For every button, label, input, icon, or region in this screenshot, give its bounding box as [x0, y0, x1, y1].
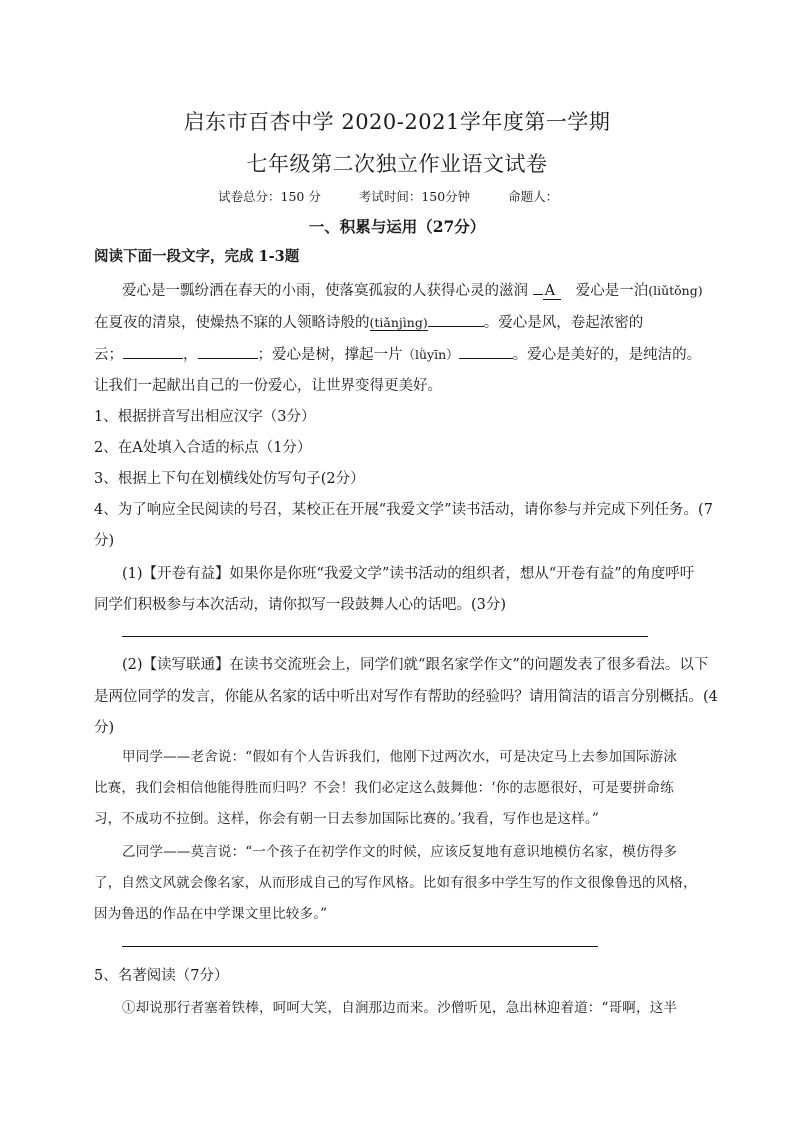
student-jia-quote: 甲同学——老舍说：“假如有个人告诉我们，他刚下过两次水，可是决定马上去参加国际游泳 [122, 749, 678, 765]
passage-line-3 [94, 343, 701, 364]
answer-blank[interactable] [123, 344, 183, 359]
passage-text: 爱心是一瓢纷洒在春天的小雨，使落寞孤寂的人获得心灵的滋润 [122, 283, 528, 299]
student-jia-quote-cont: 比赛，我们会相信他能得胜而归吗？不会！我们必定这么鼓舞他：‘你的志愿很好，可是要拼命练 [94, 780, 674, 796]
student-yi-quote-cont: 了，自然文风就会像名家，从而形成自己的写作风格。比如有很多中学生写的作文很像鲁迅的风格， [94, 875, 697, 891]
passage-line-1 [122, 279, 703, 300]
question-5: 5、名著阅读（7分） [94, 968, 229, 984]
question-4-2-cont: 是两位同学的发言，你能从名家的话中听出对写作有帮助的经验吗？请用简洁的语言分别概括。(4 [94, 689, 718, 705]
answer-line[interactable] [122, 636, 648, 637]
student-yi-quote: 乙同学——莫言说：“一个孩子在初学作文的时候，应该反复地有意识地模仿名家，模仿得多 [122, 844, 678, 860]
question-1: 1、根据拼音写出相应汉字（3分） [94, 409, 316, 425]
passage-text: 在夏夜的清泉，使燥热不寐的人领略诗般的 [94, 315, 370, 331]
passage-text: 。爱心是风，卷起浓密的 [483, 315, 644, 331]
pinyin-2: (tiǎnjìng) [369, 315, 428, 330]
question-3: 3、根据上下句在划横线处仿写句子(2分） [94, 471, 365, 487]
student-yi-quote-cont: 因为鲁迅的作品在中学课文里比较多。” [94, 906, 328, 922]
reading-instruction: 阅读下面一段文字，完成 1-3题 [94, 248, 300, 265]
pinyin-3: （lǜyīn） [402, 347, 459, 362]
exam-title: 七年级第二次独立作业语文试卷 [246, 152, 548, 176]
question-4-2-cont: 分) [94, 720, 115, 736]
passage-text: ；爱心是树，撑起一片 [257, 347, 403, 363]
pinyin-1: (liǔtǒng) [648, 283, 703, 298]
answer-blank[interactable] [459, 344, 513, 359]
passage-text: 爱心是一泊 [575, 283, 649, 299]
mark-a: A [543, 283, 561, 300]
exam-meta [218, 187, 592, 205]
question-setter: 命题人： [508, 189, 559, 204]
passage-text: 。爱心是美好的，是纯洁的。 [512, 347, 702, 363]
school-title: 启东市百杏中学 2020-2021学年度第一学期 [183, 110, 611, 134]
passage-line-2 [94, 311, 643, 332]
passage-text: ， [183, 347, 198, 363]
exam-time: 考试时间：150分钟 [358, 189, 471, 204]
passage-line-4: 让我们一起献出自己的一份爱心，让世界变得更美好。 [94, 378, 442, 394]
question-4-1-cont: 同学们积极参与本次活动，请你拟写一段鼓舞人心的话吧。(3分) [94, 597, 507, 613]
answer-line[interactable] [122, 946, 598, 947]
question-5-passage: ①却说那行者塞着铁棒，呵呵大笑，自涧那边而来。沙僧听见，急出林迎着道：“哥啊，这半 [122, 1000, 678, 1016]
total-score: 试卷总分：150 分 [218, 189, 321, 204]
student-jia-quote-cont: 习，不成功不拉倒。这样，你会有朝一日去参加国际比赛的。’我看，写作也是这样。” [94, 811, 599, 827]
question-4-cont: 分) [94, 533, 115, 549]
answer-blank[interactable] [428, 312, 484, 327]
answer-blank[interactable] [533, 280, 543, 295]
answer-blank[interactable] [198, 344, 258, 359]
question-4-1: (1)【开卷有益】如果你是你班“我爱文学”读书活动的组织者，想从“开卷有益”的角度呼吁 [122, 566, 695, 582]
section-heading: 一、积累与运用（27分） [308, 217, 486, 236]
question-2: 2、在A处填入合适的标点（1分） [94, 440, 312, 456]
question-4-2: (2)【读写联通】在读书交流班会上，同学们就“跟名家学作文”的问题发表了很多看法。以下 [122, 657, 709, 673]
question-4: 4、为了响应全民阅读的号召，某校正在开展“我爱文学”读书活动，请你参与并完成下列任务。(7 [94, 502, 713, 518]
passage-text: 云； [94, 347, 123, 363]
